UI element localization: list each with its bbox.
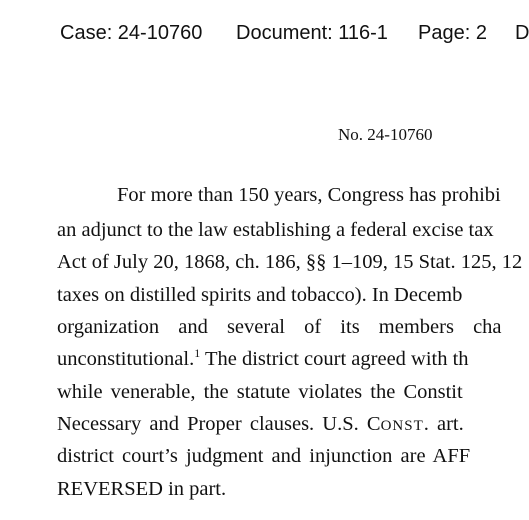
body-line-8	[57, 411, 464, 439]
date-filed-fragment: D	[515, 22, 529, 44]
body-line-8-continuation: . art.	[423, 413, 464, 435]
body-line-9: district court’s judgment and injunction are AFF	[57, 445, 471, 467]
case-number: Case: 24-10760	[60, 22, 203, 44]
body-line-4: taxes on distilled spirits and tobacco). In Decemb	[57, 284, 463, 306]
page-number: Page: 2	[418, 22, 487, 44]
body-line-7: while venerable, the statute violates the Constit	[57, 381, 463, 403]
body-line-1: For more than 150 years, Congress has prohibi	[117, 184, 501, 206]
document-number: Document: 116-1	[236, 22, 388, 44]
body-line-10	[57, 476, 226, 502]
body-line-6-continuation: The district court agreed with th	[200, 348, 469, 370]
body-line-8-text: Necessary and Proper clauses. U.S.	[57, 413, 367, 435]
reversed-holding: REVERSED	[57, 478, 163, 500]
body-line-5: organization and several of its members cha	[57, 316, 502, 338]
body-line-3: Act of July 20, 1868, ch. 186, §§ 1–109, 15 Stat. 125, 12	[57, 251, 523, 273]
body-line-2: an adjunct to the law establishing a federal excise tax	[57, 219, 494, 241]
const-initial: C	[366, 413, 381, 435]
footnote-marker[interactable]: 1	[194, 346, 201, 360]
const-smallcaps: ONST	[380, 418, 424, 434]
body-line-10-continuation: in part.	[162, 478, 227, 500]
body-line-6	[57, 346, 469, 372]
docket-number: No. 24-10760	[338, 125, 433, 144]
body-line-6-text: unconstitutional.	[57, 348, 195, 370]
